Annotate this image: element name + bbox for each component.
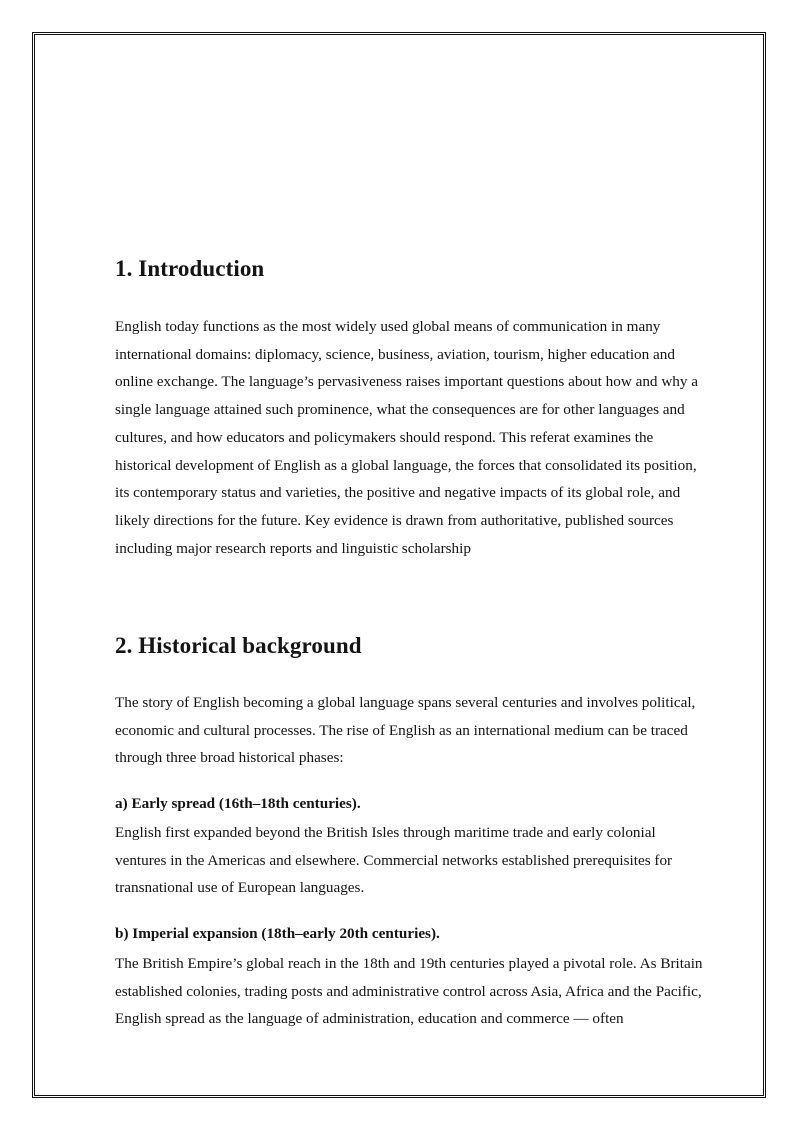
paragraph-line: established colonies, trading posts and administrative control across Asia, Africa and the Pacific, <box>115 982 702 1000</box>
paragraph-line: online exchange. The language’s pervasiveness raises important questions about how and why a <box>115 373 699 391</box>
paragraph-line: economic and cultural processes. The rise of English as an international medium can be traced <box>115 721 688 739</box>
paragraph-line: ventures in the Americas and elsewhere. Commercial networks established prerequisites for <box>115 851 673 869</box>
paragraph-line: historical development of English as a global language, the forces that consolidated its position, <box>115 456 697 474</box>
paragraph-line: English first expanded beyond the British Isles through maritime trade and early colonial <box>115 824 656 841</box>
section-heading-introduction: 1. Introduction <box>115 256 265 281</box>
paragraph-line: its contemporary status and varieties, the positive and negative impacts of its global role, and <box>115 484 681 502</box>
paragraph-line: cultures, and how educators and policymakers should respond. This referat examines the <box>115 428 654 446</box>
paragraph-line: international domains: diplomacy, science, business, aviation, tourism, higher education and <box>115 345 675 363</box>
early-spread-paragraph <box>115 819 745 902</box>
paragraph-line: including major research reports and linguistic scholarship <box>115 539 471 557</box>
paragraph-line: English spread as the language of administration, education and commerce — often <box>115 1010 624 1028</box>
paragraph-line: single language attained such prominence, what the consequences are for other languages and <box>115 401 685 419</box>
paragraph-line: The story of English becoming a global language spans several centuries and involves political, <box>115 694 696 711</box>
imperial-expansion-paragraph <box>115 950 745 1033</box>
paragraph-line: through three broad historical phases: <box>115 749 344 767</box>
paragraph-line: transnational use of European languages. <box>115 879 365 897</box>
historical-background-paragraph <box>115 689 745 772</box>
introduction-paragraph <box>115 313 745 562</box>
subsection-title-early-spread: a) Early spread (16th–18th centuries). <box>115 795 361 812</box>
paragraph-line: likely directions for the future. Key evidence is drawn from authoritative, published sources <box>115 511 674 529</box>
section-heading-historical-background: 2. Historical background <box>115 633 362 658</box>
paragraph-line: The British Empire’s global reach in the 18th and 19th centuries played a pivotal role. As Britain <box>115 955 703 972</box>
paragraph-line: English today functions as the most widely used global means of communication in many <box>115 318 661 335</box>
subsection-title-imperial-expansion: b) Imperial expansion (18th–early 20th centuries). <box>115 925 440 942</box>
